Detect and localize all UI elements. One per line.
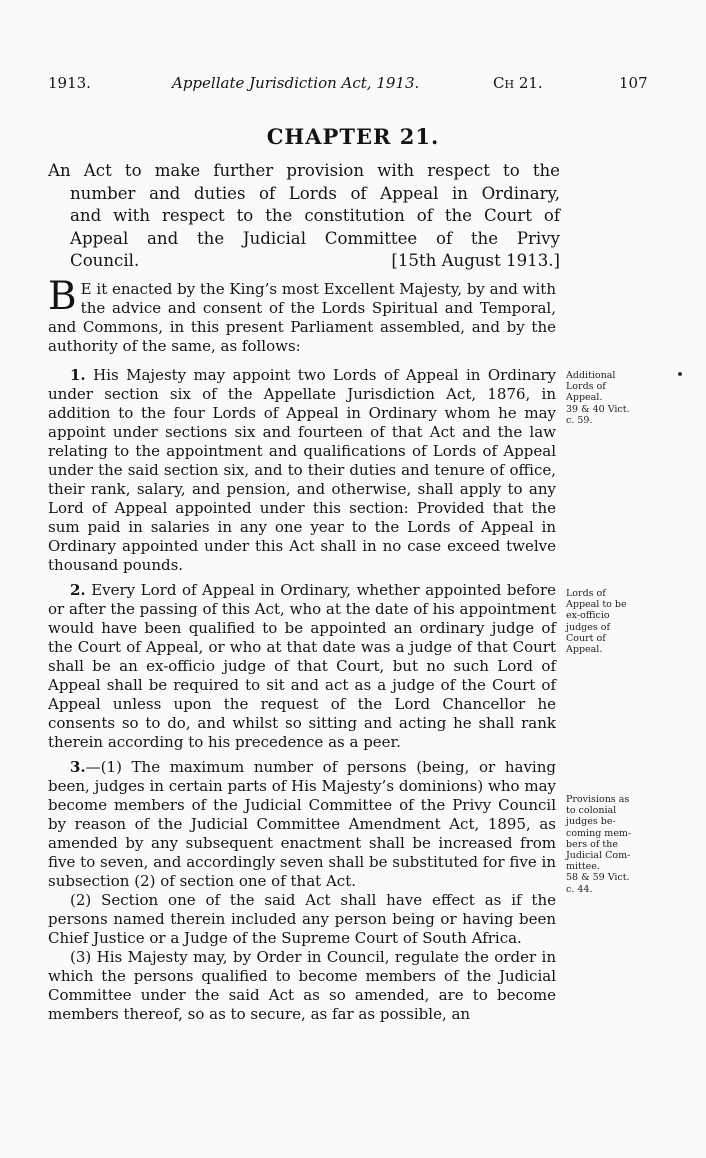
margin-note-line: 39 & 40 Vict. [566, 403, 630, 415]
margin-note-line: to colonial [566, 805, 617, 817]
long-title-last-word: Council. [70, 251, 140, 270]
drop-cap: B [48, 274, 77, 319]
enacting-clause-text: E it enacted by the King’s most Excellent Majesty, by and with the advice and consent of the Lords Spiritual and Temporal, and Commons, in this present Parliament assembled, and by the authority of the same, as follows: [48, 280, 556, 355]
act-body [48, 274, 556, 1024]
margin-note-section-1 [566, 370, 656, 426]
margin-note-line: Lords of [566, 588, 606, 599]
margin-note-line: Additional [566, 370, 616, 381]
section-2 [48, 581, 556, 752]
section-text: His Majesty may appoint two Lords of Appeal in Ordinary under section six of the Appellate Jurisdiction Act, 1876, in addition to the four Lords of Appeal in Ordinary whom he may appoint under sections six and fourteen of that Act and the law relating to the appointment and qualifications of Lords of Appeal under the said section six, and to their duties and tenure of office, their rank, salary, and pension, and otherwise, shall apply to any Lord of Appeal appointed under this section: Provided that the sum paid in salaries in any one year to the Lords of Appeal in Ordinary appointed under this Act shall in no case exceed twelve thousand pounds. [48, 366, 556, 574]
margin-note-line: Judicial Com- [566, 850, 631, 862]
header-running-title: Appellate Jurisdiction Act, 1913. [172, 74, 420, 92]
long-title-line: Appeal and the Judicial Committee of the Privy [70, 228, 560, 248]
section-1 [48, 366, 556, 575]
margin-note-line: coming mem- [566, 827, 632, 839]
section-text: The maximum number of persons (being, or having been, judges in certain parts of His Majesty’s dominions) who may become members of the Judicial Committee of the Privy Council by reason of the Judicial Committee Amendment Act, 1895, as amended by any subsequent enactment shall be increased from five to seven, and accordingly seven shall be substituted for five in subsection (2) of section one of that Act. [48, 758, 556, 890]
long-title [48, 160, 560, 273]
margin-note-line: Appeal. [566, 644, 603, 656]
section-text: Every Lord of Appeal in Ordinary, whether appointed before or after the passing of this Act, who at the date of his appointment would have been qualified to be appointed an ordinary judge of the Court of Appeal, or who at that date was a judge of that Court shall be an ex-officio judge of that Court, but no such Lord of Appeal shall be required to sit and act as a judge of the Court of Appeal unless upon the request of the Lord Chancellor he consents so to do, and whilst so sitting and acting he shall rank therein according to his precedence as a peer. [48, 581, 556, 751]
section-3 [48, 758, 556, 891]
section-number: 3. [70, 758, 86, 776]
margin-note-line: Appeal to be [566, 599, 627, 611]
margin-note-line: Lords of [566, 381, 606, 393]
margin-note-line: Appeal. [566, 392, 603, 404]
long-title-last-line [48, 250, 560, 273]
header-year: 1913. [48, 74, 91, 92]
subsection-3: (3) His Majesty may, by Order in Council, regulate the order in which the persons qualified to become members of the Judicial Committee under the said Act as so amended, are to become members thereof, so as to secure, as far as possible, an [48, 948, 556, 1023]
margin-note-line: c. 59. [566, 414, 593, 426]
assent-date: [15th August 1913.] [391, 251, 560, 270]
subsection-number: —(1) [85, 758, 122, 776]
margin-note-section-2 [566, 588, 656, 655]
margin-note-line: judges be- [566, 816, 616, 828]
subsection-2: (2) Section one of the said Act shall have effect as if the persons named therein included any person being or having been Chief Justice or a Judge of the Supreme Court of South Africa. [48, 891, 556, 947]
section-number: 1. [70, 366, 86, 384]
long-title-line: and with respect to the constitution of the Court of [70, 206, 560, 225]
page-number: 107 [619, 74, 648, 92]
chapter-heading: CHAPTER 21. [266, 124, 440, 149]
margin-note-section-3 [566, 794, 656, 895]
margin-note-line: ex-officio [566, 610, 610, 622]
long-title-line: number and duties of Lords of Appeal in Ordinary, [70, 183, 560, 203]
margin-note-line: 58 & 59 Vict. [566, 872, 630, 884]
enacting-clause [48, 274, 556, 356]
header-chapter-ref: Ch 21. [493, 74, 543, 92]
margin-note-line: mittee. [566, 861, 600, 873]
print-mark [678, 372, 682, 376]
long-title-line: An Act to make further provision with respect to the [48, 161, 560, 180]
margin-note-line: c. 44. [566, 883, 593, 895]
running-header [48, 74, 652, 96]
margin-note-line: judges of [566, 621, 610, 633]
margin-note-line: Provisions as [566, 794, 630, 805]
section-number: 2. [70, 581, 86, 599]
margin-note-line: Court of [566, 632, 606, 644]
margin-note-line: bers of the [566, 838, 618, 850]
